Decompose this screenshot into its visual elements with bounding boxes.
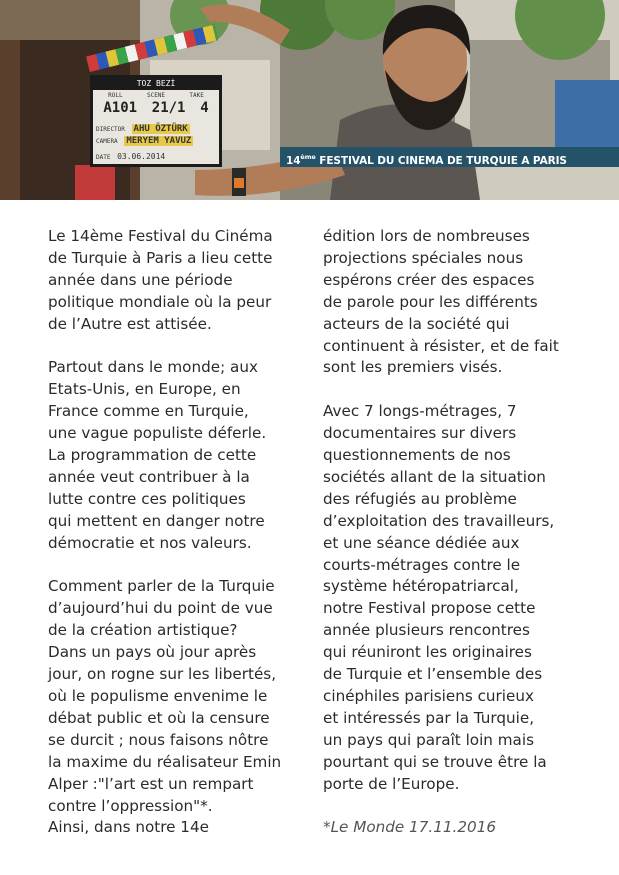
text-line: Dans un pays où jour après	[48, 643, 257, 662]
paragraph-2	[48, 357, 298, 554]
text-line: de la création artistique?	[48, 621, 238, 640]
text-line: Partout dans le monde; aux	[48, 358, 258, 377]
text-line: lutte contre ces politiques	[48, 489, 246, 508]
text-line: politique mondiale où la peur	[48, 292, 272, 311]
festival-banner	[280, 147, 619, 167]
text-line: Alper :"l’art est un rempart	[48, 774, 254, 793]
text-line: sont les premiers visés.	[323, 358, 503, 377]
banner-title: FESTIVAL DU CINEMA DE TURQUIE A PARIS	[319, 155, 567, 167]
text-line: année veut contribuer à la	[48, 467, 250, 486]
text-line: acteurs de la société qui	[323, 314, 510, 333]
clapper-date: 03.06.2014	[117, 152, 166, 161]
clapper-production: TOZ BEZİ	[93, 78, 219, 90]
text-line: Avec 7 longs-métrages, 7	[323, 402, 517, 421]
paragraph-4	[323, 226, 583, 379]
text-line: la maxime du réalisateur Emin	[48, 752, 282, 771]
text-line: d’exploitation des travailleurs,	[323, 511, 555, 530]
text-line: espérons créer des espaces	[323, 270, 535, 289]
text-line: documentaires sur divers	[323, 424, 517, 443]
paragraph-5	[323, 401, 583, 795]
clapper-date-label: DATE	[96, 154, 111, 161]
text-line: questionnements de nos	[323, 446, 511, 465]
text-line: système hétéropatriarcal,	[323, 577, 519, 596]
text-line: des réfugiés au problème	[323, 489, 517, 508]
clapper-roll-label: ROLL	[108, 92, 123, 99]
text-line: contre l’oppression"*.	[48, 796, 213, 815]
text-line: courts-métrages contre le	[323, 555, 521, 574]
text-line: qui réuniront les originaires	[323, 643, 532, 662]
banner-number: 14	[286, 155, 301, 167]
text-line: de Turquie et l’ensemble des	[323, 665, 543, 684]
footnote: *Le Monde 17.11.2016	[323, 818, 497, 837]
paragraph-3	[48, 576, 298, 839]
text-line: se durcit ; nous faisons nôtre	[48, 730, 269, 749]
text-line: et intéressés par la Turquie,	[323, 708, 535, 727]
text-line: jour, on rogne sur les libertés,	[48, 665, 277, 684]
clapper-scene: 21/1	[151, 100, 186, 116]
text-line: Le 14ème Festival du Cinéma	[48, 227, 273, 245]
text-line: cinéphiles parisiens curieux	[323, 687, 534, 706]
text-line: porte de l’Europe.	[323, 774, 460, 793]
text-line: notre Festival propose cette	[323, 599, 536, 618]
clapper-camera: MERYEM YAVUZ	[126, 136, 192, 146]
paragraph-1	[48, 226, 298, 336]
text-line: année plusieurs rencontres	[323, 621, 530, 640]
clapper-take: 4	[200, 100, 209, 116]
text-line: une vague populiste déferle.	[48, 424, 267, 443]
text-line: de parole pour les différents	[323, 292, 538, 311]
text-line: édition lors de nombreuses	[323, 227, 530, 245]
text-line: projections spéciales nous	[323, 248, 524, 267]
clapper-director: AHU ÖZTÜRK	[133, 124, 188, 134]
text-line: France comme en Turquie,	[48, 402, 249, 421]
clapper-roll: A101	[103, 100, 138, 116]
text-line: débat public et où la censure	[48, 708, 270, 727]
clapper-camera-label: CAMERA	[96, 138, 118, 145]
text-line: de Turquie à Paris a lieu cette	[48, 248, 273, 267]
clapper-take-label: TAKE	[189, 92, 204, 99]
clapperboard	[90, 75, 222, 167]
text-line: un pays qui paraît loin mais	[323, 730, 534, 749]
text-line: continuent à résister, et de fait	[323, 336, 559, 355]
text-line: où le populisme envenime le	[48, 687, 268, 705]
text-line: La programmation de cette	[48, 446, 257, 465]
text-line: Comment parler de la Turquie	[48, 577, 275, 596]
text-line: d’aujourd’hui du point de vue	[48, 599, 273, 618]
text-line: démocratie et nos valeurs.	[48, 533, 252, 552]
text-line: qui mettent en danger notre	[48, 511, 265, 530]
hero-photo	[0, 0, 619, 200]
text-line: pourtant qui se trouve être la	[323, 752, 547, 771]
right-column	[323, 226, 583, 839]
text-line: année dans une période	[48, 270, 233, 289]
clapper-director-label: DIRECTOR	[96, 126, 125, 133]
text-line: et une séance dédiée aux	[323, 533, 520, 552]
text-line: sociétés allant de la situation	[323, 467, 546, 486]
clapper-scene-label: SCENE	[146, 92, 166, 99]
banner-superscript: ème	[300, 153, 316, 161]
left-column	[48, 226, 298, 839]
text-line: de l’Autre est attisée.	[48, 314, 212, 333]
text-line: Ainsi, dans notre 14e	[48, 818, 209, 837]
text-line: Etats-Unis, en Europe, en	[48, 380, 241, 399]
